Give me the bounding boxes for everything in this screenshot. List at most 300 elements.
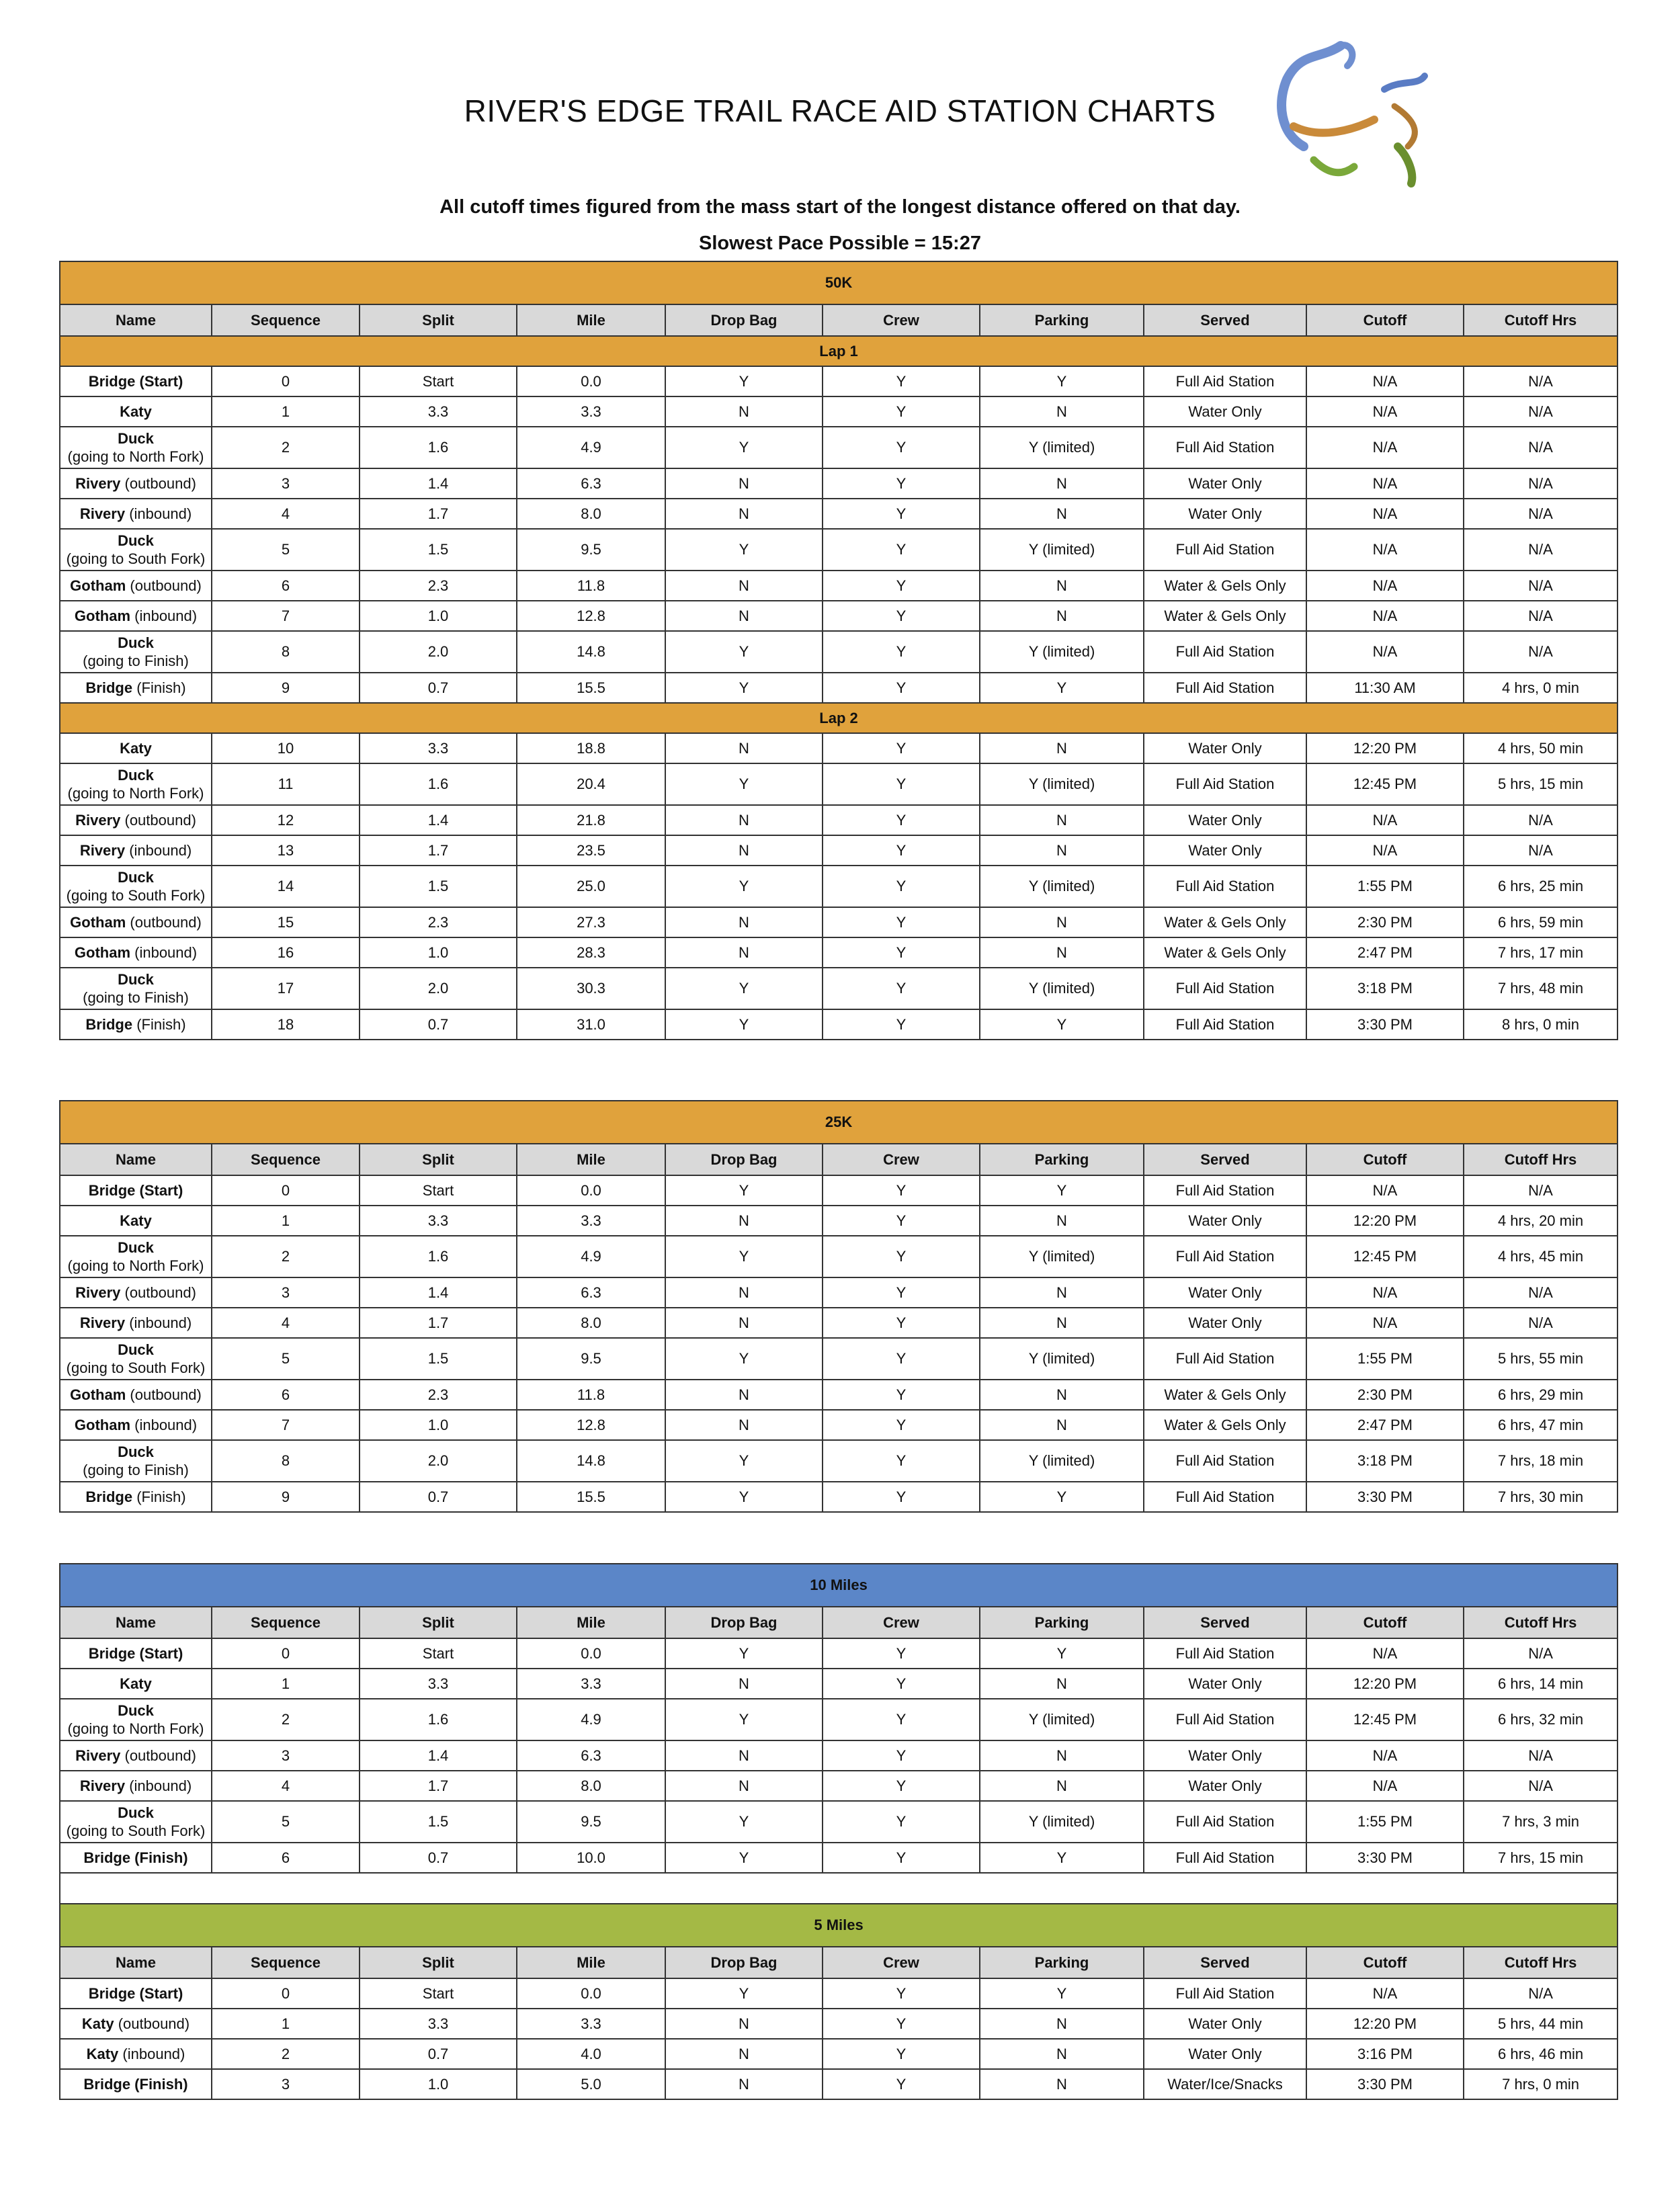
cutoff-hrs-cell: N/A bbox=[1464, 1175, 1618, 1206]
cutoff-hrs-cell: N/A bbox=[1464, 631, 1618, 673]
column-header-drop-bag: Drop Bag bbox=[665, 304, 823, 336]
crew-cell: Y bbox=[823, 835, 980, 866]
table-row bbox=[60, 427, 1618, 468]
column-header-crew: Crew bbox=[823, 1947, 980, 1978]
station-name: Gotham bbox=[74, 944, 131, 961]
sequence-cell: 3 bbox=[212, 1740, 360, 1771]
table-row bbox=[60, 805, 1618, 835]
cutoff-cell: N/A bbox=[1306, 529, 1464, 571]
parking-cell: N bbox=[980, 1206, 1144, 1236]
mile-cell: 30.3 bbox=[517, 968, 665, 1009]
sequence-cell: 0 bbox=[212, 1175, 360, 1206]
cutoff-hrs-cell: 6 hrs, 32 min bbox=[1464, 1699, 1618, 1740]
crew-cell: Y bbox=[823, 1206, 980, 1236]
sequence-cell: 6 bbox=[212, 571, 360, 601]
station-name-cell bbox=[60, 835, 212, 866]
cutoff-cell: N/A bbox=[1306, 1638, 1464, 1669]
column-header-crew: Crew bbox=[823, 1607, 980, 1638]
column-header-name: Name bbox=[60, 1947, 212, 1978]
served-cell: Water & Gels Only bbox=[1144, 1410, 1306, 1440]
table-row bbox=[60, 2069, 1618, 2099]
station-name: Rivery bbox=[79, 1314, 126, 1331]
station-name-cell bbox=[60, 1410, 212, 1440]
drop-bag-cell: N bbox=[665, 396, 823, 427]
crew-cell: Y bbox=[823, 1338, 980, 1380]
sequence-cell: 11 bbox=[212, 763, 360, 805]
split-cell: 0.7 bbox=[360, 2039, 517, 2069]
cutoff-cell: 1:55 PM bbox=[1306, 866, 1464, 907]
station-direction: (going to North Fork) bbox=[67, 785, 204, 802]
station-name-cell bbox=[60, 2039, 212, 2069]
cutoff-hrs-cell: N/A bbox=[1464, 835, 1618, 866]
cutoff-cell: N/A bbox=[1306, 571, 1464, 601]
sequence-cell: 10 bbox=[212, 733, 360, 763]
table-row bbox=[60, 907, 1618, 937]
sequence-cell: 4 bbox=[212, 499, 360, 529]
sequence-cell: 8 bbox=[212, 1440, 360, 1482]
drop-bag-cell: N bbox=[665, 2009, 823, 2039]
table-spacer bbox=[60, 1873, 1618, 1904]
distance-band-5-miles bbox=[60, 1904, 1618, 1947]
crew-cell: Y bbox=[823, 866, 980, 907]
station-name: Katy bbox=[120, 1675, 152, 1692]
drop-bag-cell: N bbox=[665, 1308, 823, 1338]
station-name: Gotham bbox=[70, 577, 126, 594]
served-cell: Full Aid Station bbox=[1144, 366, 1306, 396]
station-name: Gotham bbox=[74, 607, 131, 624]
station-name-cell bbox=[60, 1206, 212, 1236]
sequence-cell: 16 bbox=[212, 937, 360, 968]
station-name: Katy bbox=[120, 1212, 152, 1229]
table-row bbox=[60, 1638, 1618, 1669]
crew-cell: Y bbox=[823, 1236, 980, 1277]
parking-cell: Y bbox=[980, 673, 1144, 703]
column-header-parking: Parking bbox=[980, 1947, 1144, 1978]
sequence-cell: 2 bbox=[212, 1236, 360, 1277]
drop-bag-cell: N bbox=[665, 835, 823, 866]
split-cell: 1.6 bbox=[360, 427, 517, 468]
cutoff-cell: 2:47 PM bbox=[1306, 937, 1464, 968]
crew-cell: Y bbox=[823, 733, 980, 763]
cutoff-hrs-cell: N/A bbox=[1464, 1978, 1618, 2009]
parking-cell: Y (limited) bbox=[980, 968, 1144, 1009]
cutoff-hrs-cell: N/A bbox=[1464, 1638, 1618, 1669]
cutoff-cell: N/A bbox=[1306, 1740, 1464, 1771]
column-header-drop-bag: Drop Bag bbox=[665, 1947, 823, 1978]
split-cell: 0.7 bbox=[360, 1843, 517, 1873]
station-name: Duck bbox=[118, 532, 154, 549]
table-row bbox=[60, 1277, 1618, 1308]
split-cell: Start bbox=[360, 1175, 517, 1206]
mile-cell: 8.0 bbox=[517, 1771, 665, 1801]
split-cell: 1.5 bbox=[360, 1801, 517, 1843]
cutoff-hrs-cell: N/A bbox=[1464, 499, 1618, 529]
cutoff-hrs-cell: 7 hrs, 48 min bbox=[1464, 968, 1618, 1009]
parking-cell: N bbox=[980, 396, 1144, 427]
station-name-cell bbox=[60, 499, 212, 529]
crew-cell: Y bbox=[823, 631, 980, 673]
mile-cell: 14.8 bbox=[517, 631, 665, 673]
split-cell: 2.0 bbox=[360, 631, 517, 673]
split-cell: 1.6 bbox=[360, 763, 517, 805]
served-cell: Water Only bbox=[1144, 499, 1306, 529]
mile-cell: 20.4 bbox=[517, 763, 665, 805]
station-direction: (inbound) bbox=[125, 505, 192, 522]
drop-bag-cell: N bbox=[665, 1277, 823, 1308]
drop-bag-cell: N bbox=[665, 1410, 823, 1440]
station-name: Bridge (Start) bbox=[88, 373, 183, 390]
crew-cell: Y bbox=[823, 2009, 980, 2039]
cutoff-cell: 12:45 PM bbox=[1306, 1699, 1464, 1740]
distance-label: 5 Miles bbox=[60, 1904, 1618, 1947]
table-row bbox=[60, 673, 1618, 703]
mile-cell: 27.3 bbox=[517, 907, 665, 937]
split-cell: 1.0 bbox=[360, 937, 517, 968]
sequence-cell: 9 bbox=[212, 673, 360, 703]
parking-cell: N bbox=[980, 571, 1144, 601]
served-cell: Water Only bbox=[1144, 1206, 1306, 1236]
station-direction: (going to North Fork) bbox=[67, 1720, 204, 1737]
distance-label: 25K bbox=[60, 1101, 1618, 1144]
cutoff-hrs-cell: N/A bbox=[1464, 1740, 1618, 1771]
sequence-cell: 12 bbox=[212, 805, 360, 835]
parking-cell: Y (limited) bbox=[980, 1801, 1144, 1843]
cutoff-cell: N/A bbox=[1306, 835, 1464, 866]
split-cell: 1.0 bbox=[360, 2069, 517, 2099]
drop-bag-cell: Y bbox=[665, 1009, 823, 1040]
cutoff-cell: N/A bbox=[1306, 1771, 1464, 1801]
crew-cell: Y bbox=[823, 2069, 980, 2099]
station-name: Bridge (Start) bbox=[88, 1985, 183, 2002]
mile-cell: 6.3 bbox=[517, 468, 665, 499]
cutoff-cell: 2:30 PM bbox=[1306, 1380, 1464, 1410]
cutoff-hrs-cell: 7 hrs, 30 min bbox=[1464, 1482, 1618, 1512]
station-direction: (inbound) bbox=[130, 607, 198, 624]
mile-cell: 9.5 bbox=[517, 529, 665, 571]
split-cell: 2.3 bbox=[360, 571, 517, 601]
station-name: Duck bbox=[118, 1341, 154, 1358]
parking-cell: N bbox=[980, 1380, 1144, 1410]
drop-bag-cell: N bbox=[665, 1771, 823, 1801]
table-row bbox=[60, 366, 1618, 396]
table-row bbox=[60, 2009, 1618, 2039]
distance-label: 10 Miles bbox=[60, 1564, 1618, 1607]
station-name: Duck bbox=[118, 767, 154, 784]
parking-cell: N bbox=[980, 1277, 1144, 1308]
column-header-name: Name bbox=[60, 1144, 212, 1175]
cutoff-cell: 3:30 PM bbox=[1306, 1843, 1464, 1873]
station-direction: (going to South Fork) bbox=[66, 887, 206, 904]
split-cell: 3.3 bbox=[360, 1669, 517, 1699]
crew-cell: Y bbox=[823, 396, 980, 427]
crew-cell: Y bbox=[823, 1801, 980, 1843]
station-name-cell bbox=[60, 1771, 212, 1801]
station-name-cell bbox=[60, 1638, 212, 1669]
mile-cell: 12.8 bbox=[517, 601, 665, 631]
sequence-cell: 3 bbox=[212, 2069, 360, 2099]
split-cell: 1.7 bbox=[360, 499, 517, 529]
sequence-cell: 13 bbox=[212, 835, 360, 866]
station-name: Duck bbox=[118, 1804, 154, 1821]
cutoff-hrs-cell: 8 hrs, 0 min bbox=[1464, 1009, 1618, 1040]
split-cell: 1.4 bbox=[360, 1740, 517, 1771]
split-cell: 1.7 bbox=[360, 1771, 517, 1801]
crew-cell: Y bbox=[823, 1277, 980, 1308]
split-cell: Start bbox=[360, 1638, 517, 1669]
served-cell: Full Aid Station bbox=[1144, 1009, 1306, 1040]
station-direction: (outbound) bbox=[120, 1747, 196, 1764]
station-name: Katy bbox=[81, 2015, 114, 2032]
drop-bag-cell: Y bbox=[665, 1236, 823, 1277]
cutoff-hrs-cell: 6 hrs, 59 min bbox=[1464, 907, 1618, 937]
cutoff-hrs-cell: N/A bbox=[1464, 1771, 1618, 1801]
sequence-cell: 2 bbox=[212, 2039, 360, 2069]
served-cell: Full Aid Station bbox=[1144, 1978, 1306, 2009]
station-name-cell bbox=[60, 763, 212, 805]
split-cell: 2.0 bbox=[360, 1440, 517, 1482]
cutoff-hrs-cell: 7 hrs, 0 min bbox=[1464, 2069, 1618, 2099]
sequence-cell: 15 bbox=[212, 907, 360, 937]
served-cell: Full Aid Station bbox=[1144, 673, 1306, 703]
station-name-cell bbox=[60, 529, 212, 571]
mile-cell: 9.5 bbox=[517, 1801, 665, 1843]
parking-cell: N bbox=[980, 2039, 1144, 2069]
column-header-served: Served bbox=[1144, 1947, 1306, 1978]
station-name: Bridge bbox=[85, 1016, 133, 1033]
sequence-cell: 6 bbox=[212, 1380, 360, 1410]
parking-cell: Y (limited) bbox=[980, 763, 1144, 805]
pace-note: Slowest Pace Possible = 15:27 bbox=[699, 233, 981, 254]
mile-cell: 0.0 bbox=[517, 1638, 665, 1669]
mile-cell: 21.8 bbox=[517, 805, 665, 835]
column-header-mile: Mile bbox=[517, 1947, 665, 1978]
served-cell: Water & Gels Only bbox=[1144, 937, 1306, 968]
mile-cell: 5.0 bbox=[517, 2069, 665, 2099]
mile-cell: 15.5 bbox=[517, 1482, 665, 1512]
chart-25k bbox=[59, 1100, 1618, 1513]
parking-cell: N bbox=[980, 1669, 1144, 1699]
table-row bbox=[60, 1236, 1618, 1277]
column-header-cutoff: Cutoff bbox=[1306, 1144, 1464, 1175]
parking-cell: Y (limited) bbox=[980, 866, 1144, 907]
station-name: Rivery bbox=[75, 1747, 121, 1764]
served-cell: Water Only bbox=[1144, 2039, 1306, 2069]
distance-band-50k bbox=[60, 261, 1618, 304]
cutoff-cell: 3:30 PM bbox=[1306, 1009, 1464, 1040]
mile-cell: 0.0 bbox=[517, 1978, 665, 2009]
column-header-cutoff: Cutoff bbox=[1306, 1947, 1464, 1978]
cutoff-cell: 12:20 PM bbox=[1306, 1669, 1464, 1699]
drop-bag-cell: N bbox=[665, 805, 823, 835]
station-name: Katy bbox=[86, 2046, 119, 2062]
mile-cell: 0.0 bbox=[517, 1175, 665, 1206]
sequence-cell: 3 bbox=[212, 468, 360, 499]
sequence-cell: 5 bbox=[212, 529, 360, 571]
station-name: Bridge bbox=[85, 679, 133, 696]
split-cell: 1.5 bbox=[360, 529, 517, 571]
served-cell: Water Only bbox=[1144, 2009, 1306, 2039]
served-cell: Full Aid Station bbox=[1144, 866, 1306, 907]
station-name-cell bbox=[60, 1277, 212, 1308]
sequence-cell: 0 bbox=[212, 366, 360, 396]
drop-bag-cell: Y bbox=[665, 1843, 823, 1873]
drop-bag-cell: Y bbox=[665, 366, 823, 396]
table-row bbox=[60, 835, 1618, 866]
parking-cell: N bbox=[980, 907, 1144, 937]
parking-cell: Y (limited) bbox=[980, 1699, 1144, 1740]
cutoff-hrs-cell: 7 hrs, 18 min bbox=[1464, 1440, 1618, 1482]
cutoff-hrs-cell: 6 hrs, 25 min bbox=[1464, 866, 1618, 907]
mile-cell: 0.0 bbox=[517, 366, 665, 396]
drop-bag-cell: N bbox=[665, 907, 823, 937]
parking-cell: Y bbox=[980, 1175, 1144, 1206]
crew-cell: Y bbox=[823, 763, 980, 805]
cutoff-cell: 1:55 PM bbox=[1306, 1801, 1464, 1843]
mile-cell: 8.0 bbox=[517, 499, 665, 529]
column-header-sequence: Sequence bbox=[212, 304, 360, 336]
crew-cell: Y bbox=[823, 1308, 980, 1338]
page-title: RIVER'S EDGE TRAIL RACE AID STATION CHARTS bbox=[464, 93, 1216, 128]
column-header-parking: Parking bbox=[980, 304, 1144, 336]
lap-row bbox=[60, 336, 1618, 366]
station-name-cell bbox=[60, 1236, 212, 1277]
table-row bbox=[60, 1843, 1618, 1873]
station-name: Duck bbox=[118, 971, 154, 988]
cutoff-hrs-cell: N/A bbox=[1464, 427, 1618, 468]
lap-label: Lap 2 bbox=[60, 703, 1618, 733]
mile-cell: 15.5 bbox=[517, 673, 665, 703]
split-cell: 1.0 bbox=[360, 1410, 517, 1440]
station-direction: (inbound) bbox=[130, 944, 198, 961]
crew-cell: Y bbox=[823, 1410, 980, 1440]
cutoff-cell: 3:18 PM bbox=[1306, 1440, 1464, 1482]
station-name: Rivery bbox=[79, 1777, 126, 1794]
parking-cell: Y (limited) bbox=[980, 427, 1144, 468]
cutoff-hrs-cell: 4 hrs, 45 min bbox=[1464, 1236, 1618, 1277]
split-cell: 2.3 bbox=[360, 907, 517, 937]
column-header-row bbox=[60, 1144, 1618, 1175]
table-row bbox=[60, 1482, 1618, 1512]
drop-bag-cell: N bbox=[665, 2039, 823, 2069]
station-direction: (going to South Fork) bbox=[66, 550, 206, 567]
station-name: Duck bbox=[118, 1239, 154, 1256]
station-name: Duck bbox=[118, 1443, 154, 1460]
split-cell: 0.7 bbox=[360, 1009, 517, 1040]
drop-bag-cell: Y bbox=[665, 1175, 823, 1206]
served-cell: Water & Gels Only bbox=[1144, 907, 1306, 937]
mile-cell: 14.8 bbox=[517, 1440, 665, 1482]
split-cell: 0.7 bbox=[360, 1482, 517, 1512]
station-name-cell bbox=[60, 468, 212, 499]
sequence-cell: 8 bbox=[212, 631, 360, 673]
mile-cell: 31.0 bbox=[517, 1009, 665, 1040]
split-cell: 3.3 bbox=[360, 1206, 517, 1236]
column-header-name: Name bbox=[60, 1607, 212, 1638]
drop-bag-cell: N bbox=[665, 2069, 823, 2099]
cutoff-cell: 2:30 PM bbox=[1306, 907, 1464, 937]
station-name-cell bbox=[60, 571, 212, 601]
station-name-cell bbox=[60, 673, 212, 703]
crew-cell: Y bbox=[823, 427, 980, 468]
parking-cell: N bbox=[980, 468, 1144, 499]
served-cell: Full Aid Station bbox=[1144, 968, 1306, 1009]
table-row bbox=[60, 1699, 1618, 1740]
sequence-cell: 17 bbox=[212, 968, 360, 1009]
table-row bbox=[60, 1740, 1618, 1771]
spacer-cell bbox=[60, 1873, 1618, 1904]
sequence-cell: 2 bbox=[212, 1699, 360, 1740]
served-cell: Water Only bbox=[1144, 396, 1306, 427]
crew-cell: Y bbox=[823, 673, 980, 703]
split-cell: 2.0 bbox=[360, 968, 517, 1009]
station-name-cell bbox=[60, 1978, 212, 2009]
drop-bag-cell: N bbox=[665, 937, 823, 968]
station-direction: (going to Finish) bbox=[83, 989, 189, 1006]
table-row bbox=[60, 1801, 1618, 1843]
parking-cell: Y (limited) bbox=[980, 1236, 1144, 1277]
cutoff-cell: 11:30 AM bbox=[1306, 673, 1464, 703]
crew-cell: Y bbox=[823, 601, 980, 631]
served-cell: Water Only bbox=[1144, 1740, 1306, 1771]
station-name-cell bbox=[60, 866, 212, 907]
cutoff-cell: 1:55 PM bbox=[1306, 1338, 1464, 1380]
cutoff-cell: N/A bbox=[1306, 427, 1464, 468]
station-name: Bridge (Start) bbox=[88, 1645, 183, 1662]
drop-bag-cell: Y bbox=[665, 631, 823, 673]
split-cell: 1.5 bbox=[360, 866, 517, 907]
station-name: Bridge (Finish) bbox=[83, 1849, 188, 1866]
chart-50k bbox=[59, 261, 1618, 1040]
station-direction: (outbound) bbox=[120, 812, 196, 829]
sequence-cell: 4 bbox=[212, 1308, 360, 1338]
crew-cell: Y bbox=[823, 1482, 980, 1512]
sequence-cell: 4 bbox=[212, 1771, 360, 1801]
station-name-cell bbox=[60, 601, 212, 631]
distance-label: 50K bbox=[60, 261, 1618, 304]
split-cell: 2.3 bbox=[360, 1380, 517, 1410]
crew-cell: Y bbox=[823, 1669, 980, 1699]
column-header-mile: Mile bbox=[517, 1144, 665, 1175]
station-name: Bridge (Finish) bbox=[83, 2076, 188, 2093]
station-name: Rivery bbox=[79, 505, 126, 522]
chart-10-miles bbox=[59, 1563, 1618, 2100]
column-header-parking: Parking bbox=[980, 1607, 1144, 1638]
mile-cell: 3.3 bbox=[517, 396, 665, 427]
table-row bbox=[60, 571, 1618, 601]
drop-bag-cell: Y bbox=[665, 1978, 823, 2009]
parking-cell: N bbox=[980, 1410, 1144, 1440]
split-cell: 1.6 bbox=[360, 1699, 517, 1740]
station-name: Rivery bbox=[75, 812, 121, 829]
drop-bag-cell: N bbox=[665, 1380, 823, 1410]
sequence-cell: 1 bbox=[212, 1669, 360, 1699]
station-direction: (going to South Fork) bbox=[66, 1822, 206, 1839]
column-header-cutoff-hrs: Cutoff Hrs bbox=[1464, 304, 1618, 336]
cutoff-cell: N/A bbox=[1306, 1175, 1464, 1206]
parking-cell: N bbox=[980, 601, 1144, 631]
station-name-cell bbox=[60, 1338, 212, 1380]
table-row bbox=[60, 499, 1618, 529]
table-row bbox=[60, 1771, 1618, 1801]
station-name-cell bbox=[60, 1482, 212, 1512]
station-name-cell bbox=[60, 1380, 212, 1410]
sequence-cell: 0 bbox=[212, 1978, 360, 2009]
served-cell: Full Aid Station bbox=[1144, 1236, 1306, 1277]
column-header-row bbox=[60, 1947, 1618, 1978]
cutoff-cell: N/A bbox=[1306, 1978, 1464, 2009]
cutoff-cell: 12:20 PM bbox=[1306, 733, 1464, 763]
served-cell: Water Only bbox=[1144, 1277, 1306, 1308]
